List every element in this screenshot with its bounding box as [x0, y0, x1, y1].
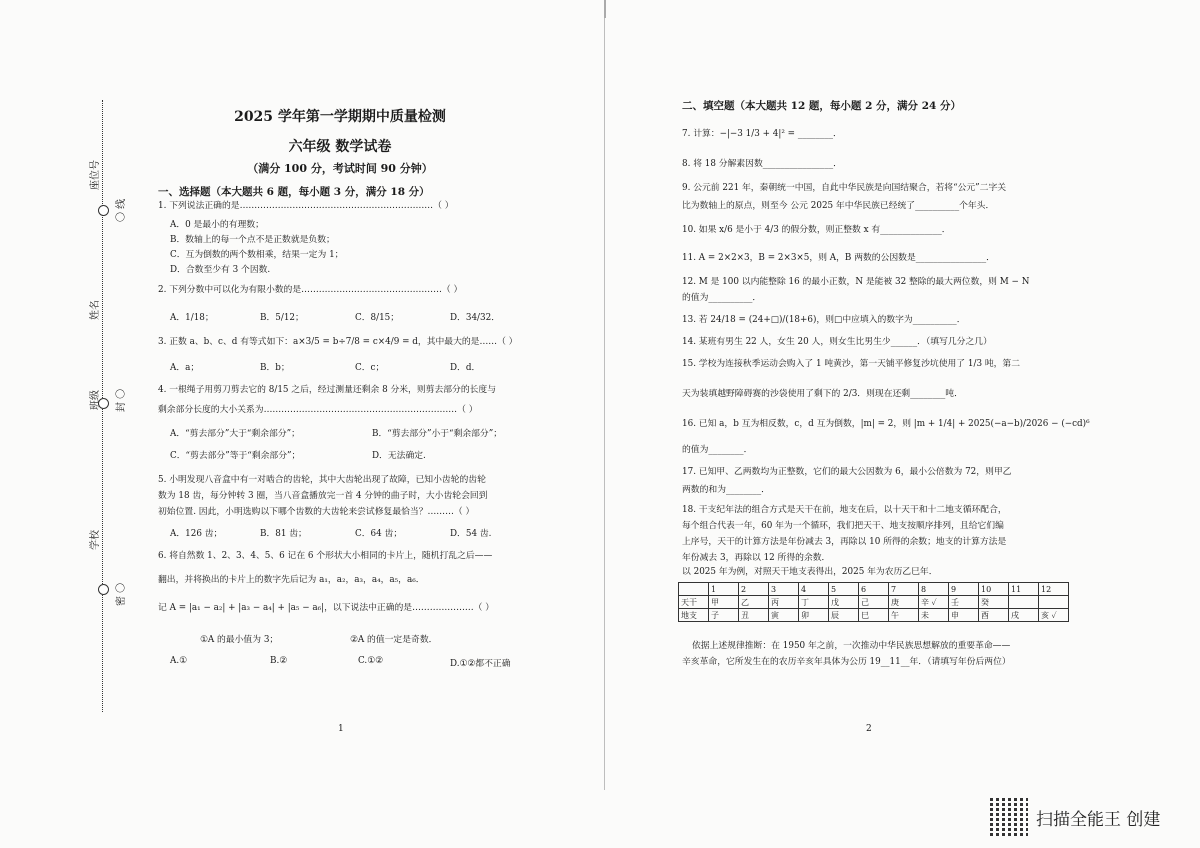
- ganzhi-table: [678, 582, 1069, 622]
- question-11: 11. A = 2×2×3，B = 2×3×5，则 A，B 两数的公因数是________________．: [682, 253, 995, 263]
- watermark-text: 扫描全能王 创建: [1036, 809, 1161, 830]
- question-18-line-4: 年份减去 3，再除以 12 所得的余数．: [682, 553, 831, 563]
- page-number: 2: [866, 724, 872, 734]
- table-cell: 辛 ✓: [919, 596, 949, 609]
- question-18-line-2: 每个组合代表一年，60 年为一个循环，我们把天干、地支按顺序排列，且给它们编: [682, 521, 1004, 531]
- question-17-line-2: 两数的和为________．: [682, 485, 770, 495]
- table-cell: 3: [769, 583, 799, 596]
- question-15: 15. 学校为连接秋季运动会购入了 1 吨黄沙，第一天铺平修复沙坑使用了 1/3 吨，第二: [682, 359, 1021, 369]
- q6-option-d: D.①②都不正确: [450, 659, 511, 669]
- question-6-line-2: 翻出，并将换出的卡片上的数字先后记为 a₁，a₂，a₃，a₄，a₅，a₆．: [158, 575, 425, 585]
- q6-note-2: ②A 的值一定是奇数．: [350, 635, 438, 645]
- question-15-line-2: 天为装填越野障碍赛的沙袋使用了剩下的 2/3．则现在还剩________吨．: [682, 389, 963, 399]
- q5-option-c: C．64 齿；: [355, 529, 403, 539]
- q4-option-a: A．“剪去部分”大于“剩余部分”；: [170, 429, 300, 439]
- q2-option-d: D．34/32．: [450, 313, 500, 323]
- table-cell: 天干: [679, 596, 709, 609]
- table-cell: 4: [799, 583, 829, 596]
- question-18-conclusion-line-2: 辛亥革命，它所发生在的农历辛亥年具体为公历 19__11__年．（请填写年份后两位）: [682, 657, 1011, 667]
- table-cell: 2: [739, 583, 769, 596]
- q3-option-c: C．c；: [355, 363, 385, 373]
- scan-mark: [604, 0, 606, 18]
- table-cell: [1039, 596, 1069, 609]
- q3-option-b: B．b；: [260, 363, 290, 373]
- page-number: 1: [338, 724, 344, 734]
- q6-note-1: ①A 的最小值为 3；: [200, 635, 279, 645]
- binding-circle: [98, 584, 109, 595]
- binding-circle: [98, 205, 109, 216]
- table-row-tiangan: [679, 596, 1069, 609]
- question-18-example: 以 2025 年为例，对照天干地支表得出，2025 年为农历乙巳年．: [682, 567, 938, 577]
- q3-option-d: D．d．: [450, 363, 481, 373]
- q2-option-c: C．8/15；: [355, 313, 400, 323]
- table-cell: 寅: [769, 609, 799, 622]
- question-9-line-2: 比为数轴上的原点，则至今 公元 2025 年中华民族已经统了__________个年头．: [682, 201, 995, 211]
- table-cell: 卯: [799, 609, 829, 622]
- table-cell: 地支: [679, 609, 709, 622]
- q6-option-c: C.①②: [358, 656, 383, 666]
- question-4: 4. 一根绳子用剪刀剪去它的 8/15 之后，经过测量还剩余 8 分米，则剪去部分的长度与: [158, 385, 497, 395]
- table-cell: 巳: [859, 609, 889, 622]
- margin-school-label: 学校: [90, 530, 101, 550]
- exam-info: （满分 100 分，考试时间 90 分钟）: [247, 162, 433, 175]
- question-14: 14. 某班有男生 22 人，女生 20 人，则女生比男生少______．（填写几分之几）: [682, 337, 992, 347]
- question-2: 2. 下列分数中可以化为有限小数的是…………………………………………（ ）: [158, 285, 463, 295]
- q5-option-d: D．54 齿.: [450, 529, 492, 539]
- table-row-header: [679, 583, 1069, 596]
- question-6: 6. 将自然数 1、2、3、4、5、6 记在 6 个形状大小相同的卡片上，随机打乱之后——: [158, 551, 493, 561]
- margin-line-mark: 〇 线: [116, 198, 127, 222]
- exam-title: 2025 学年第一学期期中质量检测: [234, 109, 446, 125]
- table-cell: 甲: [709, 596, 739, 609]
- table-cell: 5: [829, 583, 859, 596]
- question-17: 17. 已知甲、乙两数均为正整数，它们的最大公因数为 6，最小公倍数为 72，则甲乙: [682, 467, 1012, 477]
- q1-option-b: B．数轴上的每一个点不是正数就是负数；: [170, 235, 335, 245]
- scanner-watermark: [990, 798, 1160, 836]
- table-cell: 丙: [769, 596, 799, 609]
- qr-code-icon: [990, 798, 1028, 836]
- table-cell: 戌: [1009, 609, 1039, 622]
- table-cell: [679, 583, 709, 596]
- question-10: 10. 如果 x/6 是小于 4/3 的假分数，则正整数 x 有______________．: [682, 225, 951, 235]
- table-cell: 乙: [739, 596, 769, 609]
- table-cell: 6: [859, 583, 889, 596]
- q6-option-a: A.①: [170, 656, 188, 666]
- question-8: 8. 将 18 分解素因数________________．: [682, 159, 842, 169]
- question-9: 9. 公元前 221 年，秦朝统一中国，自此中华民族是向国结聚合，若将“公元”二字关: [682, 183, 1007, 193]
- section-2-heading: 二、填空题（本大题共 12 题，每小题 2 分，满分 24 分）: [682, 100, 961, 112]
- table-cell: 午: [889, 609, 919, 622]
- question-7: 7. 计算：−|−3 1/3 + 4|² = ________．: [682, 129, 842, 139]
- q1-option-a: A．0 是最小的有理数；: [170, 220, 264, 230]
- table-cell: 丑: [739, 609, 769, 622]
- question-5: 5. 小明发现八音盒中有一对啮合的齿轮，其中大齿轮出现了故障，已知小齿轮的齿轮: [158, 475, 486, 485]
- table-cell: 己: [859, 596, 889, 609]
- question-18: 18. 干支纪年法的组合方式是天干在前，地支在后，以十天干和十二地支循环配合，: [682, 505, 1007, 515]
- table-cell: 9: [949, 583, 979, 596]
- margin-name-label: 姓名: [90, 300, 101, 320]
- question-6-line-3: 记 A = |a₁ − a₂| + |a₃ − a₄| + |a₅ − a₆|，以下说法中正确的是…………………（ ）: [158, 603, 495, 613]
- q2-option-b: B．5/12；: [260, 313, 304, 323]
- question-5-line-3: 初始位置. 因此，小明选购以下哪个齿数的大齿轮来尝试修复最恰当？………（ ）: [158, 507, 475, 517]
- question-18-line-3: 上序号，天干的计算方法是年份减去 3，再除以 10 所得的余数；地支的计算方法是: [682, 537, 1007, 547]
- table-cell: 亥 ✓: [1039, 609, 1069, 622]
- q5-option-b: B．81 齿；: [260, 529, 307, 539]
- table-cell: 辰: [829, 609, 859, 622]
- question-18-conclusion: 依据上述规律推断：在 1950 年之前，一次推动中华民族思想解放的重要革命——: [692, 641, 1011, 651]
- table-cell: 申: [949, 609, 979, 622]
- question-12-line-2: 的值为__________．: [682, 293, 762, 303]
- question-16-line-2: 的值为________．: [682, 445, 753, 455]
- table-cell: 癸: [979, 596, 1009, 609]
- question-16: 16. 已知 a，b 互为相反数，c，d 互为倒数，|m| = 2，则 |m + 1/4| + 2025(−a−b)/2026 − (−cd)⁶: [682, 419, 1090, 429]
- q4-option-c: C．“剪去部分”等于“剩余部分”；: [170, 451, 301, 461]
- exam-subtitle: 六年级 数学试卷: [288, 139, 392, 155]
- page-fold-line: [604, 10, 605, 790]
- q5-option-a: A．126 齿；: [170, 529, 223, 539]
- table-cell: 戊: [829, 596, 859, 609]
- q1-option-c: C．互为倒数的两个数相乘，结果一定为 1；: [170, 250, 344, 260]
- table-cell: [1009, 596, 1039, 609]
- table-cell: 庚: [889, 596, 919, 609]
- q3-option-a: A．a；: [170, 363, 200, 373]
- question-5-line-2: 数为 18 齿，每分钟转 3 圈，当八音盒播放完一首 4 分钟的曲子时，大小齿轮会回到: [158, 491, 488, 501]
- table-cell: 1: [709, 583, 739, 596]
- table-cell: 12: [1039, 583, 1069, 596]
- question-13: 13. 若 24/18 = (24+□)/(18+6)，则□中应填入的数字为__________．: [682, 315, 966, 325]
- q2-option-a: A．1/18；: [170, 313, 214, 323]
- section-1-heading: 一、选择题（本大题共 6 题，每小题 3 分，满分 18 分）: [158, 186, 430, 198]
- table-cell: 子: [709, 609, 739, 622]
- q4-option-d: D．无法确定.: [372, 451, 426, 461]
- table-cell: 壬: [949, 596, 979, 609]
- question-3: 3. 正数 a、b、c、d 有等式如下：a×3/5 = b÷7/8 = c×4/9 = d，其中最大的是……（ ）: [158, 337, 518, 347]
- margin-class-label: 班级: [90, 390, 101, 410]
- table-cell: 未: [919, 609, 949, 622]
- margin-seat-label: 座位号: [90, 160, 101, 190]
- question-4-line-2: 剩余部分长度的大小关系为…………………………………………………………（ ）: [158, 405, 478, 415]
- margin-secret-mark: 密 〇: [116, 582, 127, 606]
- question-1: 1. 下列说法正确的是…………………………………………………………（ ）: [158, 201, 454, 211]
- table-row-dizhi: [679, 609, 1069, 622]
- q1-option-d: D．合数至少有 3 个因数.: [170, 265, 271, 275]
- table-cell: 8: [919, 583, 949, 596]
- question-12: 12. M 是 100 以内能整除 16 的最小正数，N 是能被 32 整除的最大两位数，则 M − N: [682, 277, 1030, 287]
- q6-option-b: B.②: [270, 656, 288, 666]
- q4-option-b: B．“剪去部分”小于“剩余部分”；: [372, 429, 503, 439]
- table-cell: 11: [1009, 583, 1039, 596]
- table-cell: 酉: [979, 609, 1009, 622]
- table-cell: 10: [979, 583, 1009, 596]
- table-cell: 丁: [799, 596, 829, 609]
- table-cell: 7: [889, 583, 919, 596]
- margin-seal-mark: 封 〇: [116, 388, 127, 412]
